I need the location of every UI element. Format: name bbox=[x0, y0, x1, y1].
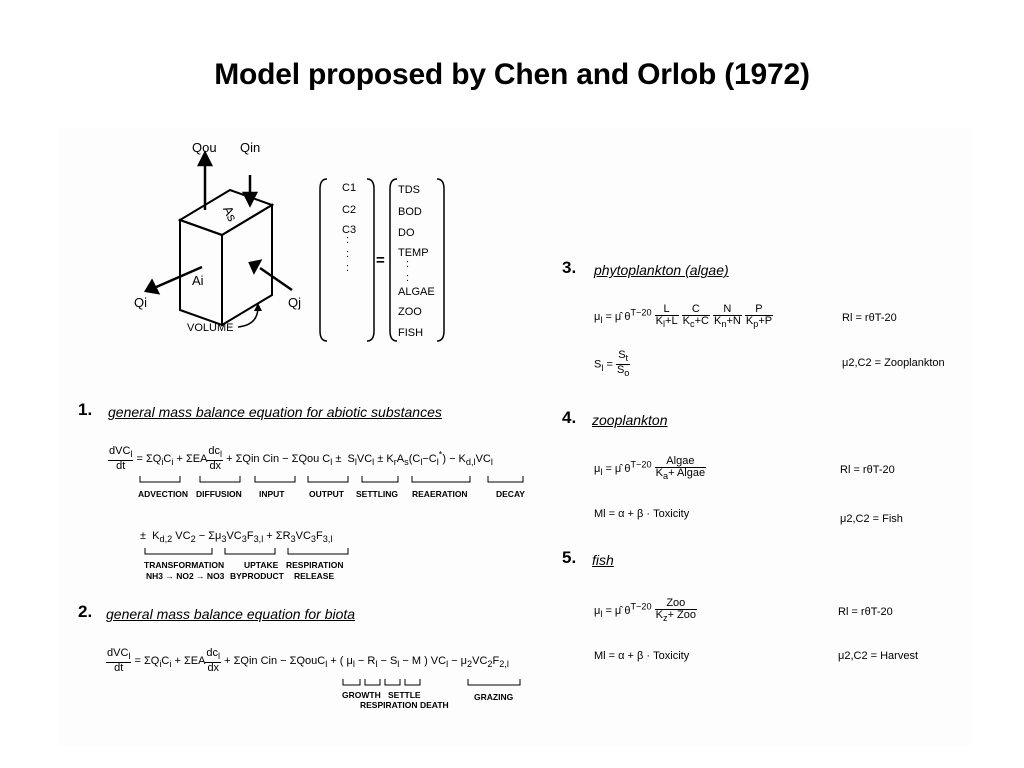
label-input: INPUT bbox=[259, 489, 285, 499]
eq1-braces bbox=[130, 474, 530, 488]
cube-side bbox=[222, 205, 272, 325]
section-1-number: 1. bbox=[78, 400, 93, 419]
zoo-m-equation: Ml = α + β · Toxicity bbox=[594, 508, 690, 520]
section-4-title: zooplankton bbox=[592, 412, 668, 428]
label-settle: SETTLE bbox=[388, 690, 421, 700]
label-uptake: UPTAKE bbox=[244, 560, 279, 570]
eq1-braces-2 bbox=[140, 546, 360, 558]
section-3-number: 3. bbox=[562, 258, 577, 277]
zoo-r-equation: Rl = rθT-20 bbox=[840, 464, 895, 476]
label-grazing: GRAZING bbox=[474, 692, 514, 702]
svg-text::: : bbox=[346, 248, 350, 260]
label-reaeration: REAERATION bbox=[412, 489, 468, 499]
section-1-title: general mass balance equation for abiotic substances bbox=[108, 404, 442, 420]
section-4-number: 4. bbox=[562, 408, 577, 427]
var-tds: TDS bbox=[398, 184, 420, 196]
var-fish: FISH bbox=[398, 327, 424, 339]
slide-title: Model proposed by Chen and Orlob (1972) bbox=[214, 58, 810, 91]
c2: C2 bbox=[342, 204, 357, 216]
eq2-line: $\frac{dVC_l}{dt}$ = $\Sigma Q_iC_i + \Sigma EA$ $\frac{dc_l}{dx}$ + ΣQin Cin − ΣQouC$_l$ + ( $\mu_l - R_l - S_l - M$ ) $VC_l - \mu_2VC_2F_{2,l}$ bbox=[107, 647, 509, 675]
fish-m-equation: Ml = α + β · Toxicity bbox=[594, 650, 690, 662]
control-volume-diagram bbox=[120, 135, 470, 345]
label-settling: SETTLING bbox=[356, 489, 399, 499]
phyto-mu-equation: $\mu_l$ = μ̂ $\theta^{T-20}$ $\frac{L}{K_l+L}$ $\frac{C}{K_c+C}$ $\frac{N}{K_n+N}$ $\frac{P}{K_p+P}$ bbox=[594, 303, 773, 330]
fish-r-equation: Rl = rθT-20 bbox=[838, 606, 893, 618]
label-growth: GROWTH bbox=[342, 690, 381, 700]
label-diffusion: DIFFUSION bbox=[196, 489, 242, 499]
var-temp: TEMP bbox=[398, 247, 429, 259]
section-5-number: 5. bbox=[562, 548, 577, 567]
section-5-title: fish bbox=[592, 552, 614, 568]
label-advection: ADVECTION bbox=[138, 489, 189, 499]
fish-mu-equation: $\mu_l$ = μ̂ $\theta^{T-20}$ $\frac{\text{Zoo}}{K_z+ Zoo}$ bbox=[594, 597, 696, 624]
label-release: RELEASE bbox=[294, 571, 335, 581]
eq1-line1: $\frac{dVC_l}{dt}$ = $\Sigma Q_iC_i + \Sigma EA$ $\frac{dc_l}{dx}$ + ΣQin Cin − ΣQou $C_l \pm S_lVC_l \pm K_rA_s(C_l-C_l^*) - K_{d,l}VC_l$ bbox=[109, 445, 493, 473]
var-algae: ALGAE bbox=[398, 286, 435, 298]
section-3-title: phytoplankton (algae) bbox=[594, 262, 729, 278]
label-decay: DECAY bbox=[496, 489, 525, 499]
eq1-line2: ± $K_{d,2}$ $VC_2 - \Sigma\mu_3VC_3F_{3,l} + \Sigma R_3VC_3F_{3,l}$ bbox=[140, 530, 333, 545]
svg-text::: : bbox=[406, 258, 410, 270]
as-label: As bbox=[220, 203, 241, 224]
fish-mu2: μ2,C2 = Harvest bbox=[838, 650, 919, 662]
var-bod: BOD bbox=[398, 206, 422, 218]
phyto-r-equation: Rl = rθT-20 bbox=[842, 312, 897, 324]
volume-label: VOLUME bbox=[187, 322, 234, 334]
qi-label: Qi bbox=[134, 295, 147, 310]
q-out-label: Qou bbox=[192, 140, 217, 155]
ai-label: Ai bbox=[192, 273, 204, 288]
equals-sign: = bbox=[376, 252, 385, 269]
zoo-mu-equation: $\mu_l$ = μ̂ $\theta^{T-20}$ $\frac{\text{Algae}}{K_a+ Algae}$ bbox=[594, 455, 706, 482]
qj-label: Qj bbox=[288, 295, 301, 310]
label-transformation: TRANSFORMATION bbox=[144, 560, 225, 570]
var-do: DO bbox=[398, 227, 415, 239]
phyto-s-equation: $S_l$ = $\frac{S_t}{S_o}$ bbox=[594, 349, 630, 379]
svg-text::: : bbox=[346, 262, 350, 274]
var-zoo: ZOO bbox=[398, 306, 422, 318]
section-2-title: general mass balance equation for biota bbox=[106, 606, 356, 622]
q-in-label: Qin bbox=[240, 140, 261, 155]
zoo-mu2: μ2,C2 = Fish bbox=[840, 513, 903, 525]
label-nitrogen-chain: NH3 → NO2 → NO3 bbox=[146, 571, 225, 581]
label-respiration-2: RESPIRATION bbox=[360, 700, 418, 710]
eq2-braces bbox=[340, 677, 530, 689]
svg-text::: : bbox=[406, 272, 410, 284]
label-death: DEATH bbox=[420, 700, 449, 710]
label-byproduct: BYPRODUCT bbox=[230, 571, 284, 581]
phyto-mu2: μ2,C2 = Zooplankton bbox=[842, 357, 945, 369]
section-2-number: 2. bbox=[78, 602, 93, 621]
label-output: OUTPUT bbox=[309, 489, 344, 499]
c3: C3 bbox=[342, 224, 357, 236]
svg-text::: : bbox=[346, 234, 350, 246]
c1: C1 bbox=[342, 182, 357, 194]
label-respiration: RESPIRATION bbox=[286, 560, 344, 570]
